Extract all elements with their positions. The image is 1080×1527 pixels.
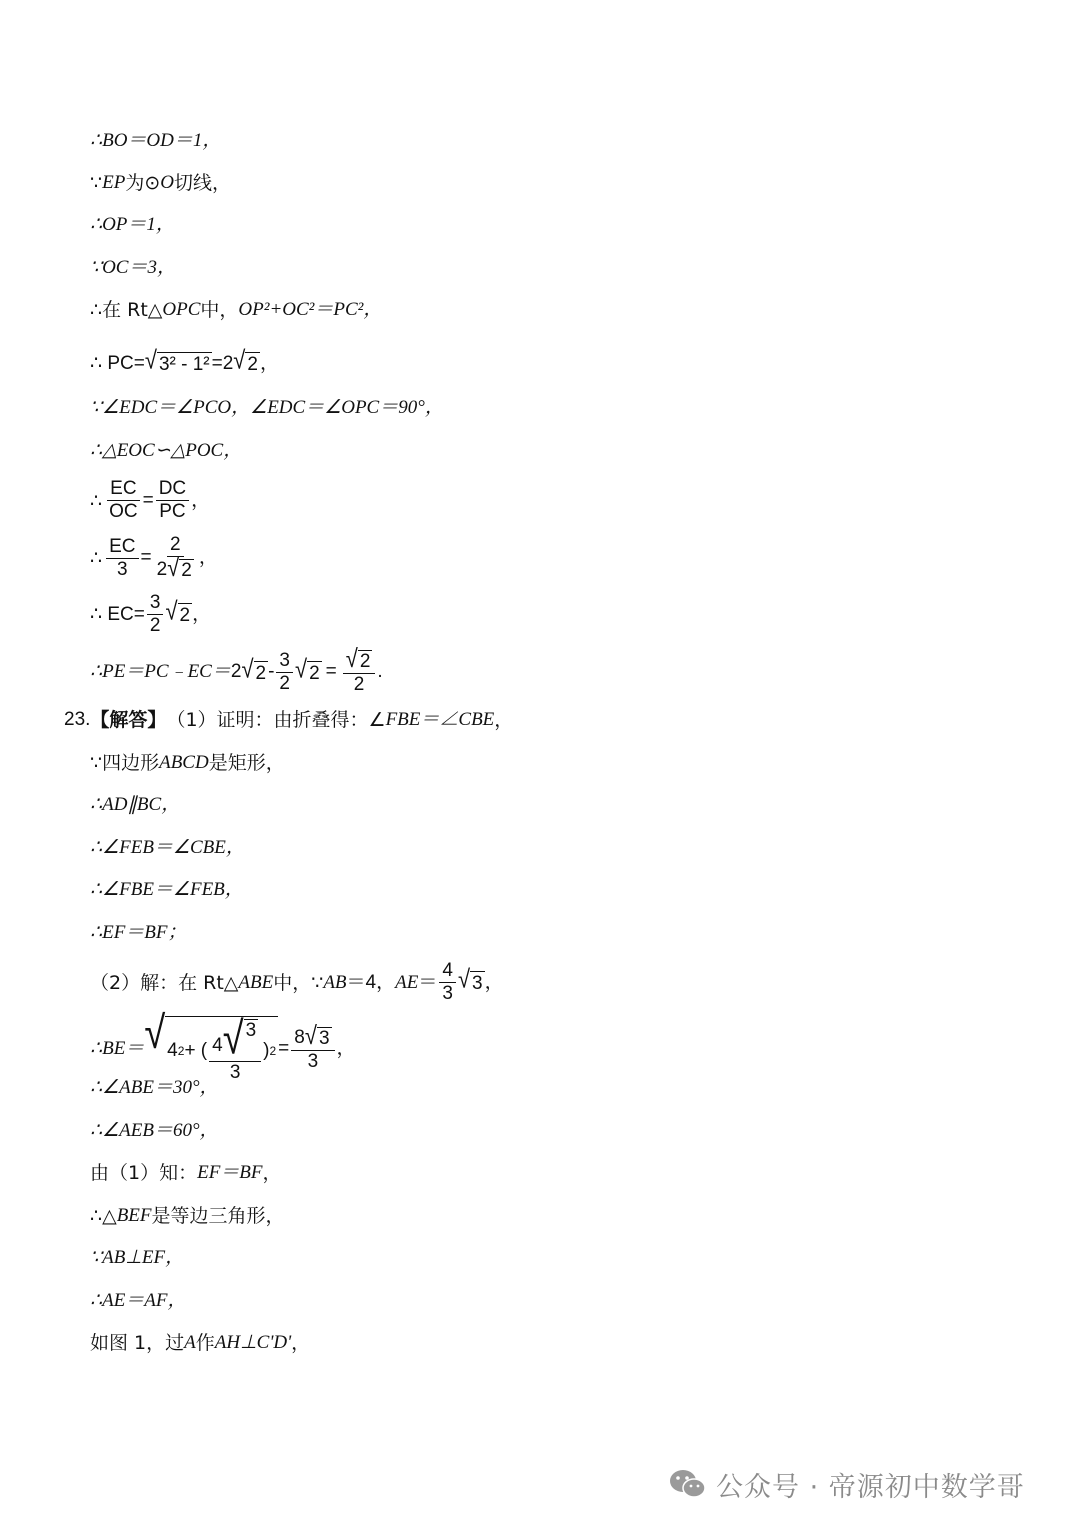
minus: -: [268, 661, 275, 682]
proof-line-24: [90, 1204, 285, 1228]
text: ∴在 Rt△: [90, 299, 163, 321]
proof-line-20: [90, 1008, 356, 1084]
fraction: [343, 643, 376, 696]
text: ABCD: [159, 752, 209, 773]
proof-line-22: [90, 1119, 219, 1143]
fraction: [106, 478, 141, 523]
text: ，: [192, 603, 212, 625]
proof-line-7: [90, 396, 444, 420]
fraction: [106, 536, 138, 581]
text: ，: [259, 352, 279, 374]
text: 切线，: [173, 172, 231, 194]
proof-line-4: [90, 256, 176, 280]
text: ，: [494, 709, 514, 731]
text: A: [184, 1332, 196, 1353]
numerator: DC: [156, 478, 189, 501]
text: ∵四边形: [90, 752, 160, 774]
text: 为⊙: [125, 172, 161, 194]
denominator: 2: [353, 674, 365, 695]
proof-line-8: [90, 439, 242, 463]
sqrt-expression: √ 4 2 + ( 4 √ 3 3 ) 2: [144, 1008, 277, 1083]
text: ∴OP＝1，: [90, 214, 175, 235]
numerator: 2: [167, 534, 184, 557]
radicand: 2: [309, 662, 320, 684]
proof-line-2: [90, 171, 231, 195]
numerator: 3: [147, 592, 164, 615]
text: 是矩形，: [208, 752, 285, 774]
answer-23-heading: [64, 708, 513, 732]
denominator: 3: [307, 1051, 319, 1072]
sqrt-expression: √ 3: [457, 964, 483, 994]
radicand: 3: [472, 973, 483, 994]
proof-line-3: [90, 213, 175, 237]
fraction: [156, 478, 189, 523]
radicand: 2: [179, 605, 191, 626]
text: O: [160, 172, 174, 193]
proof-line-25: [90, 1246, 184, 1270]
fraction: [154, 534, 197, 582]
text: AE: [395, 971, 419, 993]
proof-line-18: [90, 921, 187, 945]
fraction: [291, 1020, 334, 1073]
text: OP²+OC²＝PC²，: [238, 299, 383, 320]
because-symbol: ∵: [90, 172, 103, 194]
numerator: 8 √ 3: [291, 1025, 334, 1051]
radicand: 2: [247, 354, 258, 375]
text: ＝4，: [346, 971, 396, 993]
text: ∴PE＝PC﹣EC＝: [90, 661, 231, 682]
sqrt-expression: √ 2: [241, 654, 267, 684]
text: AB: [323, 971, 347, 993]
radicand: 4 2 + ( 4 √ 3 3 ) 2: [167, 1013, 277, 1083]
text: （1）证明：由折叠得：∠: [166, 709, 386, 731]
wechat-icon: [668, 1467, 708, 1501]
proof-line-10: ∴ $\frac{EC}{3}$ = 2 2 √ 2 ，: [90, 534, 218, 582]
numerator: EC: [106, 536, 138, 559]
denominator: OC: [109, 501, 138, 522]
text: ∴∠FBE＝∠FEB，: [90, 879, 244, 900]
proof-line-5: [90, 298, 382, 322]
text: 由（1）知：: [90, 1162, 198, 1184]
sqrt-expression: √ 2: [165, 596, 191, 626]
question-number: 23.: [64, 709, 91, 730]
text: ∴ PC=: [90, 352, 145, 374]
equals: =: [140, 547, 152, 568]
text: 作: [195, 1332, 215, 1354]
text: ，: [336, 1038, 356, 1059]
text: 中，: [200, 299, 239, 321]
proof-line-26: [90, 1289, 187, 1313]
fraction: [439, 960, 456, 1005]
text: EF＝BF: [197, 1162, 263, 1183]
text: =2: [211, 352, 234, 374]
equals: =: [142, 489, 154, 511]
watermark: [668, 1462, 1025, 1506]
answer-label: 【解答】: [90, 709, 167, 731]
text: BEF: [116, 1205, 152, 1226]
proof-line-21: [90, 1076, 219, 1100]
text: ∵AB⊥EF，: [90, 1247, 185, 1268]
proof-line-17: [90, 878, 244, 902]
text: ∴△: [90, 1205, 117, 1227]
watermark-text: 公众号 · 帝源初中数学哥: [716, 1471, 1025, 1503]
text: ∴∠FEB＝∠CBE，: [90, 837, 245, 858]
text: ∴∠ABE＝30°，: [90, 1077, 219, 1098]
text: ，: [191, 489, 211, 511]
sqrt-expression: √ 2: [233, 345, 258, 375]
fraction: [276, 650, 293, 695]
proof-line-27: [90, 1331, 310, 1355]
text: AH⊥C'D': [214, 1332, 292, 1353]
numerator: 3: [276, 650, 293, 673]
equals: =: [278, 1038, 290, 1059]
sqrt-expression: √ 3² - 1²: [144, 345, 210, 375]
denominator: 2: [279, 672, 290, 694]
text: ＝∠: [420, 709, 459, 730]
proof-line-14: [90, 751, 285, 775]
radicand: 3² - 1²: [158, 354, 210, 375]
denominator: PC: [159, 501, 186, 522]
text: .: [377, 661, 383, 682]
sqrt-expression: √ 2: [295, 654, 320, 684]
text: ∴△EOC∽△POC，: [90, 440, 243, 461]
proof-line-9: ∴ $\frac{EC}{OC}$ = $\frac{DC}{PC}$ ，: [90, 478, 211, 522]
text: ，: [198, 547, 218, 568]
proof-line-6: [90, 345, 279, 377]
text: ∵∠EDC＝∠PCO，∠EDC＝∠OPC＝90°，: [90, 397, 444, 418]
text: ∴BO＝OD＝1，: [90, 130, 222, 151]
text: ＝: [418, 971, 438, 993]
proof-line-16: [90, 836, 245, 860]
denominator: 2 √ 2: [156, 552, 192, 582]
proof-line-23: [90, 1161, 282, 1185]
denominator: 3: [117, 558, 128, 580]
text: 如图 1，过: [90, 1332, 185, 1354]
text: CBE: [458, 709, 495, 730]
text: ∴EF＝BF；: [90, 922, 187, 943]
numerator: √ 2: [343, 648, 376, 674]
text: ABE: [238, 971, 274, 993]
proof-line-19: [90, 960, 504, 1005]
proof-line-15: [90, 793, 180, 817]
numerator: EC: [107, 478, 139, 501]
fraction: [147, 592, 164, 637]
denominator: 3: [442, 983, 453, 1004]
text: ∵OC＝3，: [90, 257, 176, 278]
text: ，: [262, 1162, 282, 1184]
denominator: 2: [149, 615, 161, 636]
numerator: 4: [439, 960, 456, 983]
radicand: 2: [255, 662, 267, 684]
text: 中，∵: [273, 971, 324, 994]
text: 是等边三角形，: [151, 1205, 285, 1227]
text: 2: [230, 661, 242, 682]
text: FBE: [385, 709, 421, 730]
proof-line-11: [90, 592, 211, 637]
text: ∴BE＝: [90, 1038, 145, 1059]
proof-line-12: [90, 643, 383, 696]
proof-line-1: [90, 129, 221, 153]
equals: =: [325, 661, 337, 682]
text: （2）解：在 Rt△: [90, 971, 239, 994]
text: ，: [291, 1332, 311, 1354]
text: ∴AE＝AF，: [90, 1290, 187, 1311]
text: ∴∠AEB＝60°，: [90, 1120, 219, 1141]
text: ，: [484, 971, 504, 993]
text: EP: [102, 172, 126, 193]
text: ∴ EC=: [90, 603, 145, 625]
text: OPC: [162, 299, 201, 320]
text: ∴AD∥BC，: [90, 794, 181, 815]
